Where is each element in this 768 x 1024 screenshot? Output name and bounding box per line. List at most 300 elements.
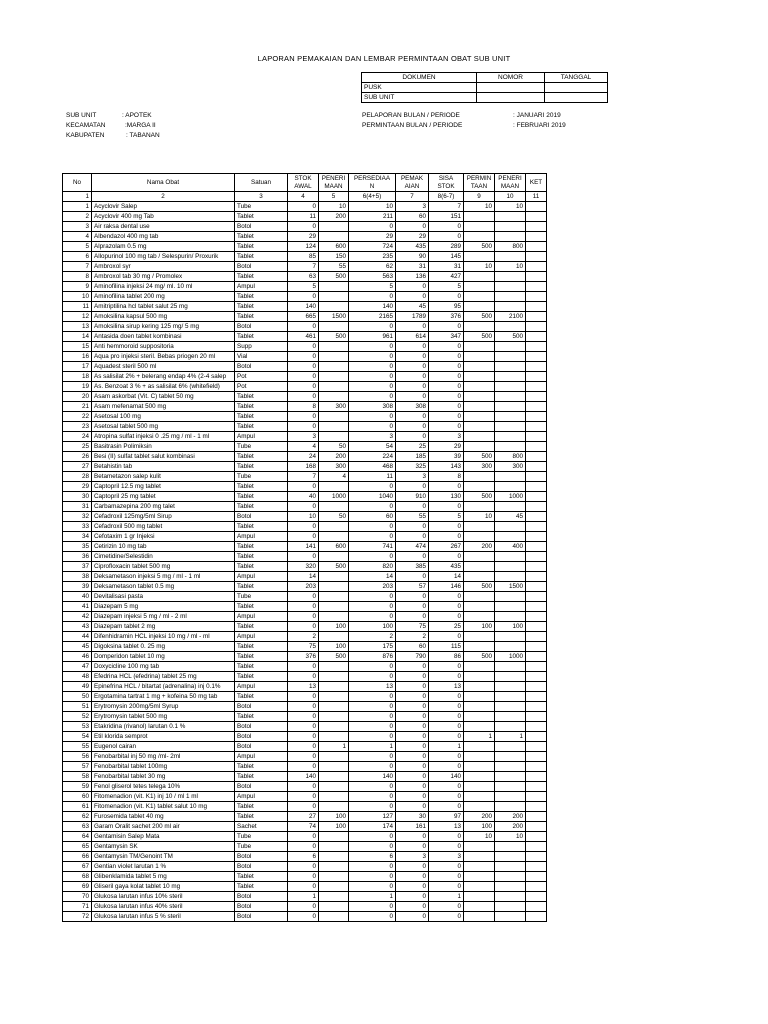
medicine-name: Asam mefenamat 500 mg [92, 402, 235, 412]
row-number: 72 [63, 912, 92, 922]
cell-penerimaan-2: 100 [495, 622, 526, 632]
cell-ket [526, 672, 547, 682]
cell-stok-awal: 29 [288, 232, 319, 242]
cell-sisa-stok: 0 [429, 752, 464, 762]
cell-penerimaan-2: 1500 [495, 582, 526, 592]
cell-penerimaan-2 [495, 522, 526, 532]
table-row [63, 602, 547, 612]
unit: Ampul [235, 282, 288, 292]
cell-penerimaan-2 [495, 912, 526, 922]
cell-penerimaan-2 [495, 372, 526, 382]
cell-pemakaian: 308 [396, 402, 429, 412]
unit: Tablet [235, 422, 288, 432]
table-row [63, 912, 547, 922]
cell-pemakaian: 0 [396, 862, 429, 872]
cell-stok-awal: 85 [288, 252, 319, 262]
cell-persediaan: 62 [349, 262, 396, 272]
cell-ket [526, 902, 547, 912]
cell-persediaan: 11 [349, 472, 396, 482]
cell-permintaan [464, 642, 495, 652]
unit: Tablet [235, 622, 288, 632]
meta-label: KECAMATAN [66, 122, 106, 129]
cell-stok-awal: 461 [288, 332, 319, 342]
cell-ket [526, 632, 547, 642]
cell-penerimaan-2: 45 [495, 512, 526, 522]
row-number: 65 [63, 842, 92, 852]
cell-persediaan: 235 [349, 252, 396, 262]
cell-stok-awal: 0 [288, 752, 319, 762]
medicine-name: Cefadroxil 125mg/5ml Sirup [92, 512, 235, 522]
row-number: 15 [63, 342, 92, 352]
row-number: 66 [63, 852, 92, 862]
medicine-name: Amoksilina kapsul 500 mg [92, 312, 235, 322]
cell-pemakaian: 0 [396, 422, 429, 432]
cell-sisa-stok: 86 [429, 652, 464, 662]
cell-permintaan [464, 672, 495, 682]
cell-sisa-stok: 0 [429, 882, 464, 892]
cell-penerimaan-2 [495, 682, 526, 692]
medicine-name: Captopril 12.5 mg tablet [92, 482, 235, 492]
cell-penerimaan [319, 612, 349, 622]
cell-pemakaian: 0 [396, 292, 429, 302]
cell-persediaan: 175 [349, 642, 396, 652]
cell-permintaan [464, 422, 495, 432]
table-row [63, 662, 547, 672]
cell-stok-awal: 0 [288, 782, 319, 792]
column-header: PEMAK AIAN [396, 174, 429, 192]
table-row [63, 712, 547, 722]
cell-sisa-stok: 0 [429, 482, 464, 492]
cell-sisa-stok: 0 [429, 712, 464, 722]
medicine-name: Ciprofloxacin tablet 500 mg [92, 562, 235, 572]
cell-stok-awal: 10 [288, 512, 319, 522]
medicine-name: Asetosal 100 mg [92, 412, 235, 422]
cell-pemakaian: 0 [396, 522, 429, 532]
unit: Tablet [235, 292, 288, 302]
cell-penerimaan [319, 732, 349, 742]
medicine-name: Devitalisasi pasta [92, 592, 235, 602]
cell-penerimaan [319, 722, 349, 732]
cell-ket [526, 302, 547, 312]
cell-sisa-stok: 5 [429, 512, 464, 522]
cell-pemakaian: 60 [396, 642, 429, 652]
cell-penerimaan-2 [495, 672, 526, 682]
row-number: 3 [63, 222, 92, 232]
table-row [63, 412, 547, 422]
cell-penerimaan [319, 872, 349, 882]
medicine-name: Domperidon tablet 10 mg [92, 652, 235, 662]
medicine-name: Deksametason tablet 0.5 mg [92, 582, 235, 592]
cell-ket [526, 652, 547, 662]
cell-permintaan [464, 232, 495, 242]
cell-persediaan: 0 [349, 502, 396, 512]
table-row [63, 482, 547, 492]
meta-value: :MARGA II [125, 122, 156, 129]
cell-penerimaan-2 [495, 702, 526, 712]
cell-pemakaian: 0 [396, 702, 429, 712]
cell-ket [526, 512, 547, 522]
unit: Tablet [235, 562, 288, 572]
table-row [63, 872, 547, 882]
cell-sisa-stok: 0 [429, 902, 464, 912]
table-row [63, 272, 547, 282]
column-number-row [63, 192, 547, 202]
cell-pemakaian: 0 [396, 682, 429, 692]
cell-permintaan [464, 862, 495, 872]
unit: Botol [235, 862, 288, 872]
medicine-name: Fenobarbital tablet 100mg [92, 762, 235, 772]
cell-sisa-stok: 0 [429, 352, 464, 362]
cell-ket [526, 702, 547, 712]
cell-pemakaian: 325 [396, 462, 429, 472]
row-number: 1 [63, 202, 92, 212]
row-number: 41 [63, 602, 92, 612]
cell-stok-awal: 0 [288, 502, 319, 512]
cell-penerimaan: 500 [319, 272, 349, 282]
row-number: 55 [63, 742, 92, 752]
cell-stok-awal: 0 [288, 222, 319, 232]
cell-penerimaan: 500 [319, 652, 349, 662]
cell-penerimaan-2: 200 [495, 822, 526, 832]
document-table [361, 72, 608, 103]
cell-ket [526, 232, 547, 242]
medicine-name: Gentian violet larutan 1 % [92, 862, 235, 872]
table-row [63, 692, 547, 702]
row-number: 40 [63, 592, 92, 602]
cell-sisa-stok: 0 [429, 372, 464, 382]
unit: Botol [235, 722, 288, 732]
table-row [63, 642, 547, 652]
table-row [63, 772, 547, 782]
meta-value: : JANUARI 2019 [513, 112, 561, 119]
cell-permintaan [464, 792, 495, 802]
cell-penerimaan: 1 [319, 742, 349, 752]
cell-permintaan [464, 522, 495, 532]
cell-permintaan [464, 912, 495, 922]
cell-penerimaan-2 [495, 342, 526, 352]
table-row [63, 242, 547, 252]
cell-persediaan: 0 [349, 782, 396, 792]
cell-persediaan: 2165 [349, 312, 396, 322]
cell-pemakaian: 0 [396, 222, 429, 232]
cell-ket [526, 732, 547, 742]
medicine-name: Aminofilina tablet 200 mg [92, 292, 235, 302]
cell-penerimaan-2 [495, 772, 526, 782]
cell-penerimaan-2: 1000 [495, 652, 526, 662]
unit: Tablet [235, 652, 288, 662]
cell-ket [526, 592, 547, 602]
cell-stok-awal: 0 [288, 602, 319, 612]
cell-penerimaan-2 [495, 422, 526, 432]
doc-cell [545, 93, 608, 103]
cell-persediaan: 0 [349, 662, 396, 672]
cell-pemakaian: 0 [396, 362, 429, 372]
medicine-name: Efedrina HCL (efedrina) tablet 25 mg [92, 672, 235, 682]
cell-penerimaan [319, 632, 349, 642]
cell-permintaan [464, 562, 495, 572]
cell-sisa-stok: 0 [429, 502, 464, 512]
cell-persediaan: 0 [349, 362, 396, 372]
row-number: 31 [63, 502, 92, 512]
cell-penerimaan-2 [495, 632, 526, 642]
cell-sisa-stok: 0 [429, 862, 464, 872]
cell-pemakaian: 0 [396, 872, 429, 882]
unit: Pot [235, 382, 288, 392]
cell-pemakaian: 0 [396, 382, 429, 392]
cell-ket [526, 782, 547, 792]
cell-permintaan: 10 [464, 832, 495, 842]
cell-permintaan [464, 902, 495, 912]
cell-stok-awal: 0 [288, 422, 319, 432]
cell-sisa-stok: 0 [429, 532, 464, 542]
cell-penerimaan: 100 [319, 622, 349, 632]
unit: Pot [235, 372, 288, 382]
cell-penerimaan [319, 752, 349, 762]
cell-persediaan: 0 [349, 382, 396, 392]
cell-penerimaan [319, 882, 349, 892]
cell-sisa-stok: 267 [429, 542, 464, 552]
column-number: 6(4+5) [349, 192, 396, 202]
cell-penerimaan [319, 662, 349, 672]
medicine-name: As salisilat 2% + belerang endap 4% (2-4 salep [92, 372, 235, 382]
column-number: 4 [288, 192, 319, 202]
cell-penerimaan [319, 582, 349, 592]
medicine-name: Furosemida tablet 40 mg [92, 812, 235, 822]
cell-persediaan: 0 [349, 842, 396, 852]
cell-sisa-stok: 0 [429, 392, 464, 402]
column-number: 7 [396, 192, 429, 202]
cell-penerimaan [319, 412, 349, 422]
unit: Tube [235, 442, 288, 452]
medicine-name: Ergotamina tartrat 1 mg + kofeina 50 mg tab [92, 692, 235, 702]
medicine-name: Asam askorbat (Vit. C) tablet 50 mg [92, 392, 235, 402]
cell-ket [526, 262, 547, 272]
column-number: 8(6-7) [429, 192, 464, 202]
cell-penerimaan-2 [495, 352, 526, 362]
unit: Tablet [235, 242, 288, 252]
cell-pemakaian: 0 [396, 392, 429, 402]
cell-ket [526, 382, 547, 392]
cell-persediaan: 0 [349, 552, 396, 562]
cell-pemakaian: 0 [396, 762, 429, 772]
row-number: 18 [63, 372, 92, 382]
cell-ket [526, 602, 547, 612]
cell-penerimaan: 200 [319, 212, 349, 222]
doc-row-label: PUSK [362, 83, 477, 93]
row-number: 42 [63, 612, 92, 622]
unit: Tube [235, 842, 288, 852]
cell-stok-awal: 40 [288, 492, 319, 502]
column-header: Nama Obat [92, 174, 235, 192]
cell-pemakaian: 25 [396, 442, 429, 452]
cell-persediaan: 0 [349, 292, 396, 302]
cell-permintaan [464, 292, 495, 302]
cell-sisa-stok: 0 [429, 552, 464, 562]
unit: Tablet [235, 462, 288, 472]
cell-sisa-stok: 39 [429, 452, 464, 462]
cell-penerimaan-2: 10 [495, 262, 526, 272]
unit: Tablet [235, 802, 288, 812]
cell-permintaan [464, 552, 495, 562]
cell-ket [526, 712, 547, 722]
cell-pemakaian: 0 [396, 722, 429, 732]
table-row [63, 472, 547, 482]
unit: Botol [235, 742, 288, 752]
cell-ket [526, 322, 547, 332]
cell-pemakaian: 29 [396, 232, 429, 242]
cell-penerimaan: 100 [319, 812, 349, 822]
table-row [63, 212, 547, 222]
row-number: 2 [63, 212, 92, 222]
cell-stok-awal: 0 [288, 792, 319, 802]
table-row [63, 232, 547, 242]
cell-ket [526, 472, 547, 482]
table-row [63, 202, 547, 212]
row-number: 37 [63, 562, 92, 572]
cell-sisa-stok: 97 [429, 812, 464, 822]
cell-pemakaian: 385 [396, 562, 429, 572]
cell-ket [526, 772, 547, 782]
table-row [63, 632, 547, 642]
cell-persediaan: 0 [349, 372, 396, 382]
cell-penerimaan [319, 782, 349, 792]
cell-ket [526, 742, 547, 752]
cell-ket [526, 852, 547, 862]
cell-sisa-stok: 0 [429, 422, 464, 432]
cell-penerimaan [319, 792, 349, 802]
cell-persediaan: 127 [349, 812, 396, 822]
cell-stok-awal: 0 [288, 702, 319, 712]
medicine-name: Anti hemmoroid suppositoria [92, 342, 235, 352]
row-number: 19 [63, 382, 92, 392]
cell-pemakaian: 3 [396, 202, 429, 212]
medicine-name: Fenol gliserol tetes telega 10% [92, 782, 235, 792]
cell-penerimaan: 100 [319, 642, 349, 652]
cell-pemakaian: 45 [396, 302, 429, 312]
cell-penerimaan [319, 532, 349, 542]
column-number: 10 [495, 192, 526, 202]
medicine-name: Fitomenadion (vit. K1) inj 10 / ml 1 ml [92, 792, 235, 802]
cell-pemakaian: 2 [396, 632, 429, 642]
column-number: 2 [92, 192, 235, 202]
table-row [63, 832, 547, 842]
row-number: 9 [63, 282, 92, 292]
cell-pemakaian: 3 [396, 852, 429, 862]
doc-header: NOMOR [477, 73, 545, 83]
medicine-name: Cefadroxil 500 mg tablet [92, 522, 235, 532]
row-number: 32 [63, 512, 92, 522]
cell-ket [526, 572, 547, 582]
cell-permintaan [464, 872, 495, 882]
cell-pemakaian: 185 [396, 452, 429, 462]
table-row [63, 222, 547, 232]
cell-persediaan: 6 [349, 852, 396, 862]
medicine-name: Garam Oralit sachet 200 ml air [92, 822, 235, 832]
cell-stok-awal: 7 [288, 262, 319, 272]
doc-row-label: SUB UNIT [362, 93, 477, 103]
row-number: 43 [63, 622, 92, 632]
cell-stok-awal: 5 [288, 282, 319, 292]
cell-penerimaan [319, 392, 349, 402]
cell-persediaan: 0 [349, 532, 396, 542]
cell-permintaan: 500 [464, 652, 495, 662]
cell-persediaan: 468 [349, 462, 396, 472]
medicine-name: Erytromysin 200mg/5ml Syrup [92, 702, 235, 712]
cell-persediaan: 1 [349, 742, 396, 752]
cell-penerimaan-2 [495, 862, 526, 872]
cell-penerimaan: 150 [319, 252, 349, 262]
medicine-name: Epinefrina HCL / bitartat (adrenalina) inj 0.1% [92, 682, 235, 692]
row-number: 30 [63, 492, 92, 502]
row-number: 29 [63, 482, 92, 492]
cell-sisa-stok: 0 [429, 232, 464, 242]
cell-sisa-stok: 25 [429, 622, 464, 632]
table-row [63, 562, 547, 572]
unit: Tube [235, 472, 288, 482]
doc-header: DOKUMEN [362, 73, 477, 83]
cell-permintaan [464, 322, 495, 332]
row-number: 56 [63, 752, 92, 762]
medicine-name: Betahistin tab [92, 462, 235, 472]
cell-penerimaan-2: 500 [495, 332, 526, 342]
cell-penerimaan [319, 322, 349, 332]
cell-stok-awal: 63 [288, 272, 319, 282]
cell-permintaan [464, 252, 495, 262]
cell-sisa-stok: 427 [429, 272, 464, 282]
unit: Botol [235, 902, 288, 912]
cell-ket [526, 552, 547, 562]
row-number: 16 [63, 352, 92, 362]
cell-sisa-stok: 289 [429, 242, 464, 252]
cell-penerimaan [319, 552, 349, 562]
table-row [63, 382, 547, 392]
cell-stok-awal: 203 [288, 582, 319, 592]
unit: Ampul [235, 432, 288, 442]
row-number: 44 [63, 632, 92, 642]
cell-penerimaan-2 [495, 212, 526, 222]
cell-sisa-stok: 146 [429, 582, 464, 592]
cell-ket [526, 422, 547, 432]
cell-ket [526, 362, 547, 372]
medicine-name: Deksametason injeksi 5 mg / ml - 1 ml [92, 572, 235, 582]
cell-permintaan: 200 [464, 542, 495, 552]
row-number: 17 [63, 362, 92, 372]
cell-sisa-stok: 95 [429, 302, 464, 312]
cell-stok-awal: 0 [288, 362, 319, 372]
cell-stok-awal: 0 [288, 692, 319, 702]
cell-sisa-stok: 14 [429, 572, 464, 582]
cell-persediaan: 0 [349, 342, 396, 352]
unit: Tablet [235, 812, 288, 822]
cell-ket [526, 442, 547, 452]
cell-sisa-stok: 13 [429, 822, 464, 832]
cell-persediaan: 203 [349, 582, 396, 592]
cell-permintaan [464, 222, 495, 232]
cell-persediaan: 0 [349, 912, 396, 922]
cell-permintaan: 10 [464, 262, 495, 272]
cell-persediaan: 1040 [349, 492, 396, 502]
cell-penerimaan-2 [495, 602, 526, 612]
cell-penerimaan [319, 352, 349, 362]
medicine-name: Fitomenadion (vit. K1) tablet salut 10 mg [92, 802, 235, 812]
cell-ket [526, 392, 547, 402]
cell-pemakaian: 0 [396, 532, 429, 542]
cell-pemakaian: 1789 [396, 312, 429, 322]
unit: Tablet [235, 312, 288, 322]
cell-persediaan: 0 [349, 422, 396, 432]
medicine-name: Digoksina tablet 0. 25 mg [92, 642, 235, 652]
cell-persediaan: 0 [349, 692, 396, 702]
